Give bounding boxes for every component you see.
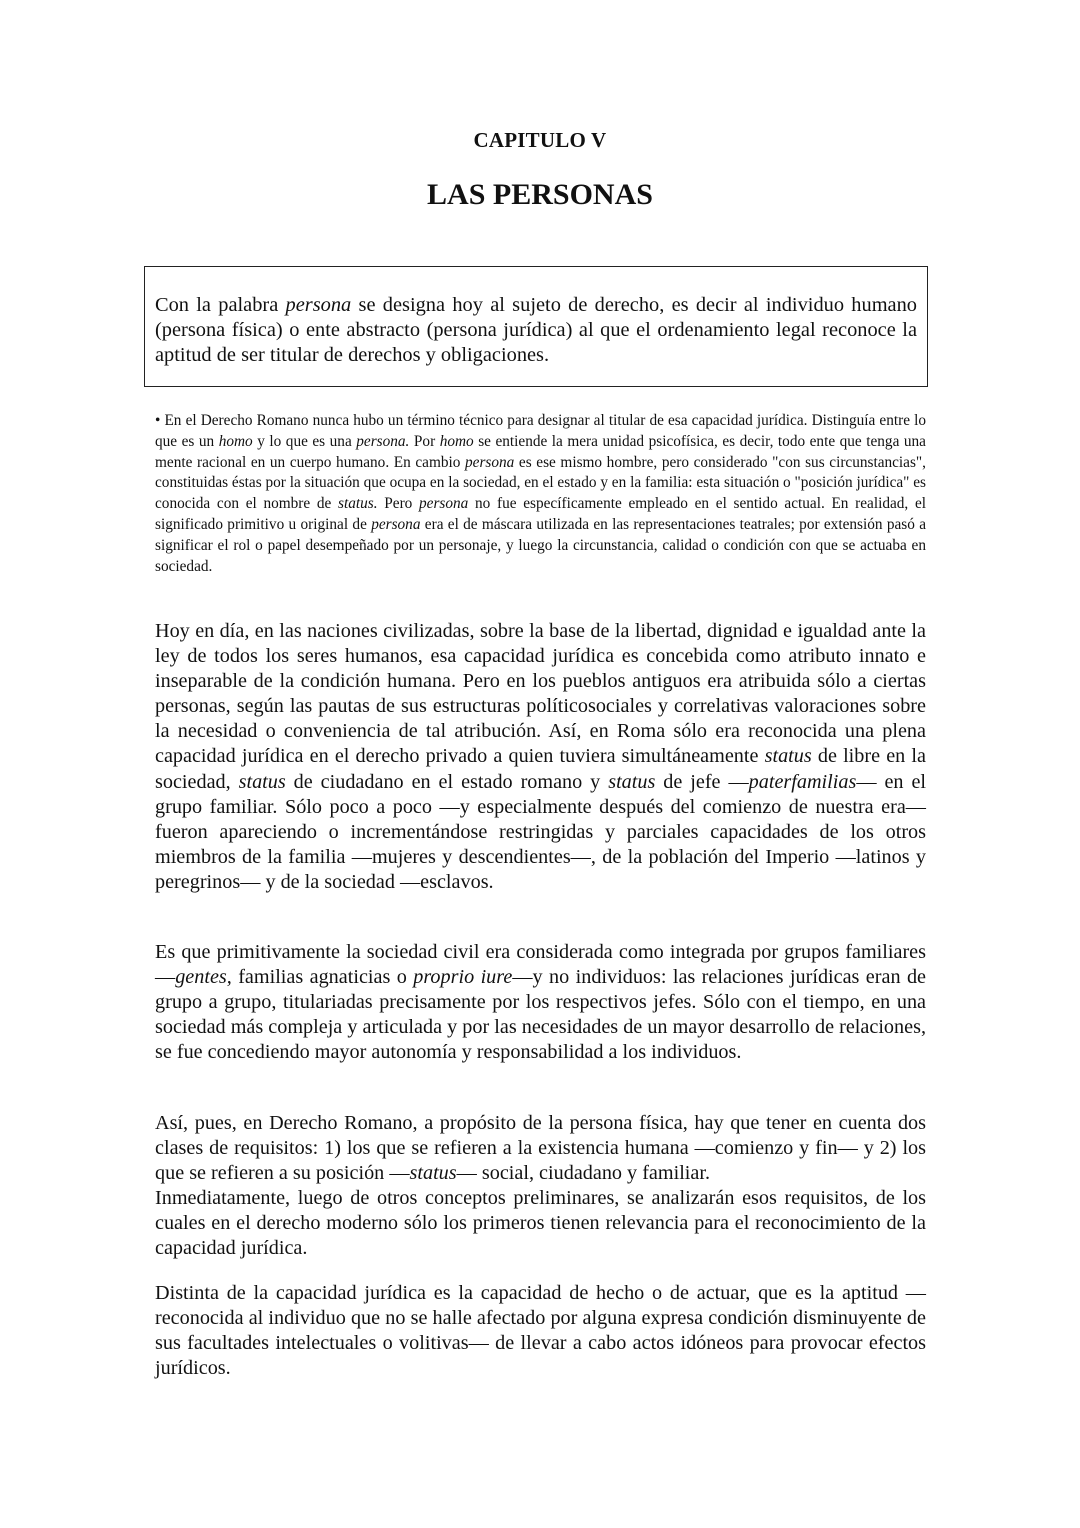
note-term: status. — [338, 495, 378, 513]
note-text: se entiende la mera unidad psicofísica, es decir, todo ente que tenga una mente racional en un cuerpo humano. En cambio — [155, 432, 926, 471]
note-text: era el de máscara utilizada en las representaciones teatrales; por extensión pasó a significar el rol o papel desempeñado por un personaje, y luego la circunstancia, calidad o condición con que se actuaba en sociedad. — [155, 515, 926, 575]
paragraph-text: — en el grupo familiar. Sólo poco a poco —y especialmente después del comienzo de nuestra era— fueron apareciendo o incrementándose restringidas y parciales capacidades de los otros miembros de la familia —mujeres y descendientes—, de la población del Imperio —latinos y peregrinos— y de la sociedad —esclavos. — [155, 770, 927, 893]
paragraph-term: status — [764, 745, 812, 768]
chapter-heading: CAPITULO V — [473, 128, 607, 152]
paragraph-text: — social, ciudadano y familiar. — [456, 1162, 711, 1185]
paragraph-term: status — [409, 1162, 457, 1185]
body-paragraph-4 — [155, 1281, 926, 1381]
note-term: homo — [218, 432, 253, 450]
definition-text: se designa hoy al sujeto de derecho, es decir al individuo humano (persona física) o ente abstracto (persona jurídica) al que el ordenamiento legal reconoce la aptitud de ser titular de derechos y obligaciones. — [155, 294, 917, 366]
definition-box — [144, 266, 928, 387]
paragraph-term: status — [608, 770, 656, 793]
note-text: Pero — [377, 495, 420, 513]
paragraph-text: de jefe — — [655, 770, 749, 793]
paragraph-text: Es que primitivamente la sociedad civil era considerada como integrada por grupos familiares — — [155, 941, 926, 989]
body-paragraph-3 — [155, 1111, 926, 1262]
paragraph-text: de libre en la sociedad, — [155, 745, 926, 793]
definition-term: persona — [285, 294, 352, 316]
paragraph-term: status — [238, 770, 286, 793]
paragraph-text: familias agnaticias o — [231, 966, 414, 989]
paragraph-term: gentes, — [175, 966, 232, 989]
body-paragraph-2 — [155, 940, 926, 1065]
note-term: homo — [439, 432, 474, 450]
footnote-paragraph — [155, 411, 926, 577]
paragraph-text: Distinta de la capacidad jurídica es la capacidad de hecho o de actuar, que es la aptitud —reconocida al individuo que no se halle afectado por alguna expresa condición disminuyente de sus facultades intelectuales o volitivas— de llevar a cabo actos idóneos para provocar efectos jurídicos. — [155, 1282, 926, 1380]
note-term: persona — [371, 515, 421, 533]
note-term: persona. — [356, 432, 410, 450]
note-text: • En el Derecho Romano nunca hubo un término técnico para designar al titular de esa capacidad jurídica. Distinguía entre lo que es un — [155, 412, 926, 450]
body-paragraph-1 — [155, 619, 926, 895]
paragraph-term: paterfamilias — [748, 770, 857, 793]
note-text: y lo que es una — [252, 432, 357, 450]
note-term: persona — [419, 495, 469, 513]
paragraph-text: —y no individuos: las relaciones jurídicas eran de grupo a grupo, titulariadas precisamente por los respectivos jefes. Sólo con el tiempo, en una sociedad más compleja y articulada y por las necesidades de un mayor desarrollo de relaciones, se fue concediendo mayor autonomía y responsabilidad a los individuos. — [155, 966, 926, 1064]
paragraph-text: Hoy en día, en las naciones civilizadas, sobre la base de la libertad, dignidad e igualdad ante la ley de todos los seres humanos, esa capacidad jurídica es concebida como atributo innato e inseparable de la condición humana. Pero en los pueblos antiguos era atribuida sólo a ciertas personas, según las pautas de sus estructuras políticosociales y correlativas valoraciones sobre la necesidad o conveniencia de tal atribución. Así, en Roma sólo era reconocida una plena capacidad jurídica en el derecho privado a quien tuviera simultáneamente — [155, 620, 926, 768]
page-title: LAS PERSONAS — [427, 178, 653, 211]
paragraph-text: Inmediatamente, luego de otros conceptos preliminares, se analizarán esos requisitos, de los cuales en el derecho moderno sólo los primeros tienen relevancia para el reconocimiento de la capacidad jurídica. — [155, 1187, 926, 1260]
note-text: es ese mismo hombre, pero considerado "con sus circunstancias", constituidas éstas por la situación que ocupa en la sociedad, en el estado y en la familia: esta situación o "posición jurídica" es conocida con el nombre de — [155, 453, 926, 513]
note-text: no fue específicamente empleado en el sentido actual. En realidad, el significado primitivo u original de — [155, 495, 926, 533]
paragraph-term: proprio iure — [413, 966, 513, 989]
paragraph-text: Así, pues, en Derecho Romano, a propósito de la persona física, hay que tener en cuenta dos clases de requisitos: 1) los que se refieren a la existencia humana —comienzo y fin— y 2) los que se refieren a su posición — — [155, 1112, 926, 1185]
definition-text: Con la palabra — [155, 294, 286, 316]
paragraph-text: de ciudadano en el estado romano y — [285, 770, 609, 793]
note-term: persona — [465, 453, 515, 471]
note-text: Por — [409, 432, 440, 450]
